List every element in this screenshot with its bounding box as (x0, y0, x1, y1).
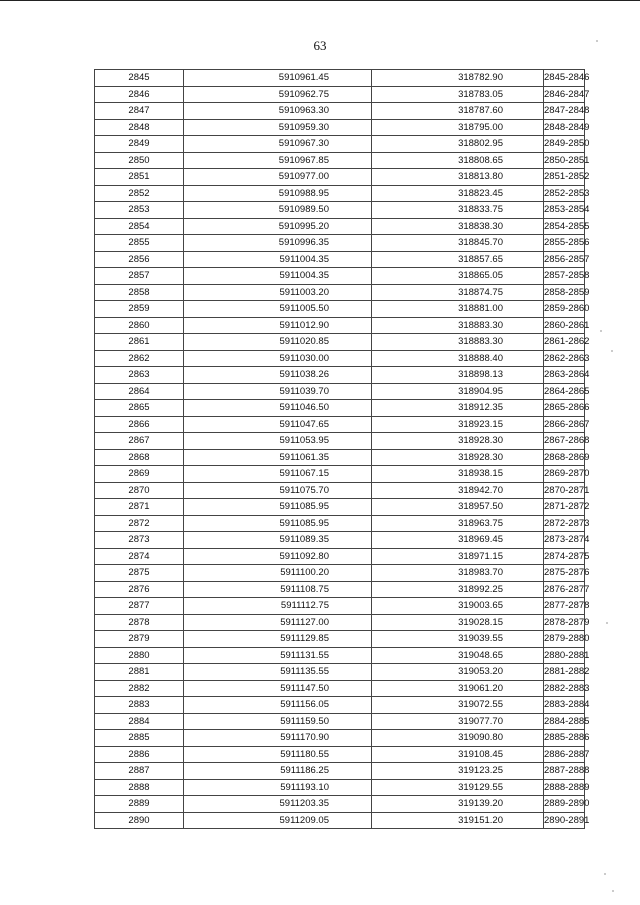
segment-cell: 2879-2880 (544, 631, 585, 648)
table-row (95, 812, 585, 829)
top-rule (0, 0, 640, 1)
x-coordinate-cell: 5911089.35 (184, 532, 372, 549)
point-number-cell: 2864 (95, 383, 184, 400)
table-row (95, 515, 585, 532)
segment-cell: 2868-2869 (544, 449, 585, 466)
y-coordinate-cell: 318865.05 (372, 268, 544, 285)
table-row (95, 598, 585, 615)
point-number-cell: 2877 (95, 598, 184, 615)
y-coordinate-cell: 318795.00 (372, 119, 544, 136)
point-number-cell: 2854 (95, 218, 184, 235)
x-coordinate-cell: 5910995.20 (184, 218, 372, 235)
point-number-cell: 2847 (95, 103, 184, 120)
table-row (95, 482, 585, 499)
point-number-cell: 2886 (95, 746, 184, 763)
table-row (95, 466, 585, 483)
x-coordinate-cell: 5911209.05 (184, 812, 372, 829)
coordinates-table-container (94, 69, 590, 829)
table-row (95, 763, 585, 780)
segment-cell: 2849-2850 (544, 136, 585, 153)
y-coordinate-cell: 318904.95 (372, 383, 544, 400)
point-number-cell: 2883 (95, 697, 184, 714)
segment-cell: 2863-2864 (544, 367, 585, 384)
x-coordinate-cell: 5911170.90 (184, 730, 372, 747)
x-coordinate-cell: 5910959.30 (184, 119, 372, 136)
segment-cell: 2859-2860 (544, 301, 585, 318)
scan-speck (612, 890, 614, 892)
segment-cell: 2862-2863 (544, 350, 585, 367)
y-coordinate-cell: 318888.40 (372, 350, 544, 367)
y-coordinate-cell: 318857.65 (372, 251, 544, 268)
y-coordinate-cell: 319129.55 (372, 779, 544, 796)
y-coordinate-cell: 319003.65 (372, 598, 544, 615)
y-coordinate-cell: 318787.60 (372, 103, 544, 120)
point-number-cell: 2868 (95, 449, 184, 466)
point-number-cell: 2866 (95, 416, 184, 433)
table-row (95, 70, 585, 87)
segment-cell: 2855-2856 (544, 235, 585, 252)
x-coordinate-cell: 5911129.85 (184, 631, 372, 648)
y-coordinate-cell: 318963.75 (372, 515, 544, 532)
table-row (95, 334, 585, 351)
segment-cell: 2875-2876 (544, 565, 585, 582)
y-coordinate-cell: 319151.20 (372, 812, 544, 829)
table-row (95, 284, 585, 301)
y-coordinate-cell: 319108.45 (372, 746, 544, 763)
y-coordinate-cell: 318923.15 (372, 416, 544, 433)
y-coordinate-cell: 318992.25 (372, 581, 544, 598)
table-row (95, 218, 585, 235)
y-coordinate-cell: 319077.70 (372, 713, 544, 730)
table-row (95, 796, 585, 813)
point-number-cell: 2856 (95, 251, 184, 268)
table-row (95, 268, 585, 285)
table-row (95, 383, 585, 400)
segment-cell: 2853-2854 (544, 202, 585, 219)
segment-cell: 2883-2884 (544, 697, 585, 714)
y-coordinate-cell: 318928.30 (372, 433, 544, 450)
segment-cell: 2877-2878 (544, 598, 585, 615)
table-row (95, 565, 585, 582)
table-row (95, 152, 585, 169)
segment-cell: 2885-2886 (544, 730, 585, 747)
segment-cell: 2874-2875 (544, 548, 585, 565)
table-row (95, 631, 585, 648)
x-coordinate-cell: 5911085.95 (184, 515, 372, 532)
x-coordinate-cell: 5910962.75 (184, 86, 372, 103)
segment-cell: 2872-2873 (544, 515, 585, 532)
y-coordinate-cell: 318823.45 (372, 185, 544, 202)
table-row (95, 367, 585, 384)
point-number-cell: 2848 (95, 119, 184, 136)
x-coordinate-cell: 5911186.25 (184, 763, 372, 780)
point-number-cell: 2858 (95, 284, 184, 301)
x-coordinate-cell: 5911075.70 (184, 482, 372, 499)
table-row (95, 400, 585, 417)
x-coordinate-cell: 5910977.00 (184, 169, 372, 186)
scan-speck (611, 350, 613, 352)
point-number-cell: 2865 (95, 400, 184, 417)
table-row (95, 581, 585, 598)
segment-cell: 2869-2870 (544, 466, 585, 483)
y-coordinate-cell: 318928.30 (372, 449, 544, 466)
y-coordinate-cell: 319139.20 (372, 796, 544, 813)
segment-cell: 2860-2861 (544, 317, 585, 334)
point-number-cell: 2857 (95, 268, 184, 285)
segment-cell: 2846-2847 (544, 86, 585, 103)
segment-cell: 2858-2859 (544, 284, 585, 301)
point-number-cell: 2885 (95, 730, 184, 747)
scan-speck (606, 622, 608, 624)
table-row (95, 697, 585, 714)
x-coordinate-cell: 5910967.30 (184, 136, 372, 153)
table-row (95, 532, 585, 549)
y-coordinate-cell: 318783.05 (372, 86, 544, 103)
point-number-cell: 2853 (95, 202, 184, 219)
point-number-cell: 2850 (95, 152, 184, 169)
y-coordinate-cell: 318898.13 (372, 367, 544, 384)
point-number-cell: 2845 (95, 70, 184, 87)
segment-cell: 2848-2849 (544, 119, 585, 136)
y-coordinate-cell: 318942.70 (372, 482, 544, 499)
point-number-cell: 2881 (95, 664, 184, 681)
point-number-cell: 2852 (95, 185, 184, 202)
x-coordinate-cell: 5910989.50 (184, 202, 372, 219)
point-number-cell: 2862 (95, 350, 184, 367)
segment-cell: 2866-2867 (544, 416, 585, 433)
y-coordinate-cell: 318782.90 (372, 70, 544, 87)
segment-cell: 2880-2881 (544, 647, 585, 664)
point-number-cell: 2859 (95, 301, 184, 318)
x-coordinate-cell: 5911085.95 (184, 499, 372, 516)
x-coordinate-cell: 5911003.20 (184, 284, 372, 301)
segment-cell: 2845-2846 (544, 70, 585, 87)
x-coordinate-cell: 5911131.55 (184, 647, 372, 664)
y-coordinate-cell: 318833.75 (372, 202, 544, 219)
table-row (95, 350, 585, 367)
point-number-cell: 2882 (95, 680, 184, 697)
x-coordinate-cell: 5911039.70 (184, 383, 372, 400)
point-number-cell: 2875 (95, 565, 184, 582)
y-coordinate-cell: 319039.55 (372, 631, 544, 648)
x-coordinate-cell: 5911012.90 (184, 317, 372, 334)
segment-cell: 2888-2889 (544, 779, 585, 796)
table-row (95, 317, 585, 334)
x-coordinate-cell: 5911061.35 (184, 449, 372, 466)
table-row (95, 119, 585, 136)
y-coordinate-cell: 318845.70 (372, 235, 544, 252)
y-coordinate-cell: 319028.15 (372, 614, 544, 631)
point-number-cell: 2870 (95, 482, 184, 499)
segment-cell: 2856-2857 (544, 251, 585, 268)
segment-cell: 2865-2866 (544, 400, 585, 417)
scan-speck (596, 40, 598, 42)
y-coordinate-cell: 318813.80 (372, 169, 544, 186)
point-number-cell: 2871 (95, 499, 184, 516)
point-number-cell: 2878 (95, 614, 184, 631)
x-coordinate-cell: 5911112.75 (184, 598, 372, 615)
x-coordinate-cell: 5911046.50 (184, 400, 372, 417)
segment-cell: 2878-2879 (544, 614, 585, 631)
table-row (95, 548, 585, 565)
table-row (95, 202, 585, 219)
point-number-cell: 2849 (95, 136, 184, 153)
point-number-cell: 2889 (95, 796, 184, 813)
y-coordinate-cell: 318802.95 (372, 136, 544, 153)
y-coordinate-cell: 318838.30 (372, 218, 544, 235)
x-coordinate-cell: 5910988.95 (184, 185, 372, 202)
segment-cell: 2852-2853 (544, 185, 585, 202)
point-number-cell: 2869 (95, 466, 184, 483)
table-row (95, 433, 585, 450)
segment-cell: 2890-2891 (544, 812, 585, 829)
y-coordinate-cell: 319072.55 (372, 697, 544, 714)
table-row (95, 301, 585, 318)
segment-cell: 2850-2851 (544, 152, 585, 169)
segment-cell: 2870-2871 (544, 482, 585, 499)
x-coordinate-cell: 5911004.35 (184, 268, 372, 285)
y-coordinate-cell: 318971.15 (372, 548, 544, 565)
y-coordinate-cell: 318938.15 (372, 466, 544, 483)
table-row (95, 449, 585, 466)
x-coordinate-cell: 5911092.80 (184, 548, 372, 565)
x-coordinate-cell: 5911159.50 (184, 713, 372, 730)
point-number-cell: 2863 (95, 367, 184, 384)
x-coordinate-cell: 5910967.85 (184, 152, 372, 169)
table-row (95, 647, 585, 664)
table-row (95, 713, 585, 730)
point-number-cell: 2851 (95, 169, 184, 186)
scan-speck (604, 873, 606, 875)
x-coordinate-cell: 5911193.10 (184, 779, 372, 796)
x-coordinate-cell: 5911005.50 (184, 301, 372, 318)
x-coordinate-cell: 5911038.26 (184, 367, 372, 384)
point-number-cell: 2874 (95, 548, 184, 565)
segment-cell: 2887-2888 (544, 763, 585, 780)
point-number-cell: 2876 (95, 581, 184, 598)
x-coordinate-cell: 5910963.30 (184, 103, 372, 120)
segment-cell: 2882-2883 (544, 680, 585, 697)
segment-cell: 2861-2862 (544, 334, 585, 351)
point-number-cell: 2887 (95, 763, 184, 780)
x-coordinate-cell: 5911030.00 (184, 350, 372, 367)
y-coordinate-cell: 318969.45 (372, 532, 544, 549)
segment-cell: 2847-2848 (544, 103, 585, 120)
segment-cell: 2889-2890 (544, 796, 585, 813)
table-row (95, 779, 585, 796)
point-number-cell: 2861 (95, 334, 184, 351)
y-coordinate-cell: 318912.35 (372, 400, 544, 417)
segment-cell: 2857-2858 (544, 268, 585, 285)
table-row (95, 664, 585, 681)
point-number-cell: 2860 (95, 317, 184, 334)
point-number-cell: 2872 (95, 515, 184, 532)
segment-cell: 2864-2865 (544, 383, 585, 400)
x-coordinate-cell: 5911047.65 (184, 416, 372, 433)
segment-cell: 2851-2852 (544, 169, 585, 186)
segment-cell: 2873-2874 (544, 532, 585, 549)
segment-cell: 2884-2885 (544, 713, 585, 730)
table-row (95, 730, 585, 747)
x-coordinate-cell: 5911053.95 (184, 433, 372, 450)
x-coordinate-cell: 5911127.00 (184, 614, 372, 631)
x-coordinate-cell: 5911135.55 (184, 664, 372, 681)
y-coordinate-cell: 319090.80 (372, 730, 544, 747)
x-coordinate-cell: 5911004.35 (184, 251, 372, 268)
x-coordinate-cell: 5910961.45 (184, 70, 372, 87)
point-number-cell: 2873 (95, 532, 184, 549)
y-coordinate-cell: 318983.70 (372, 565, 544, 582)
table-row (95, 499, 585, 516)
x-coordinate-cell: 5911108.75 (184, 581, 372, 598)
table-row (95, 185, 585, 202)
y-coordinate-cell: 318808.65 (372, 152, 544, 169)
segment-cell: 2876-2877 (544, 581, 585, 598)
x-coordinate-cell: 5911067.15 (184, 466, 372, 483)
table-row (95, 103, 585, 120)
point-number-cell: 2884 (95, 713, 184, 730)
y-coordinate-cell: 319061.20 (372, 680, 544, 697)
table-row (95, 169, 585, 186)
table-row (95, 614, 585, 631)
point-number-cell: 2855 (95, 235, 184, 252)
x-coordinate-cell: 5911203.35 (184, 796, 372, 813)
segment-cell: 2871-2872 (544, 499, 585, 516)
segment-cell: 2886-2887 (544, 746, 585, 763)
y-coordinate-cell: 318881.00 (372, 301, 544, 318)
x-coordinate-cell: 5911180.55 (184, 746, 372, 763)
table-row (95, 416, 585, 433)
y-coordinate-cell: 318883.30 (372, 334, 544, 351)
y-coordinate-cell: 319048.65 (372, 647, 544, 664)
segment-cell: 2881-2882 (544, 664, 585, 681)
segment-cell: 2867-2868 (544, 433, 585, 450)
page-number: 63 (313, 38, 327, 53)
point-number-cell: 2880 (95, 647, 184, 664)
point-number-cell: 2867 (95, 433, 184, 450)
point-number-cell: 2879 (95, 631, 184, 648)
table-row (95, 680, 585, 697)
point-number-cell: 2846 (95, 86, 184, 103)
table-row (95, 251, 585, 268)
point-number-cell: 2888 (95, 779, 184, 796)
point-number-cell: 2890 (95, 812, 184, 829)
table-row (95, 136, 585, 153)
table-row (95, 86, 585, 103)
y-coordinate-cell: 319123.25 (372, 763, 544, 780)
y-coordinate-cell: 318874.75 (372, 284, 544, 301)
table-body (95, 70, 590, 829)
x-coordinate-cell: 5911020.85 (184, 334, 372, 351)
x-coordinate-cell: 5911147.50 (184, 680, 372, 697)
y-coordinate-cell: 319053.20 (372, 664, 544, 681)
x-coordinate-cell: 5911100.20 (184, 565, 372, 582)
scan-speck (600, 330, 602, 332)
table-row (95, 235, 585, 252)
segment-cell: 2854-2855 (544, 218, 585, 235)
table-row (95, 746, 585, 763)
y-coordinate-cell: 318883.30 (372, 317, 544, 334)
y-coordinate-cell: 318957.50 (372, 499, 544, 516)
x-coordinate-cell: 5911156.05 (184, 697, 372, 714)
coordinates-table (94, 69, 590, 829)
x-coordinate-cell: 5910996.35 (184, 235, 372, 252)
